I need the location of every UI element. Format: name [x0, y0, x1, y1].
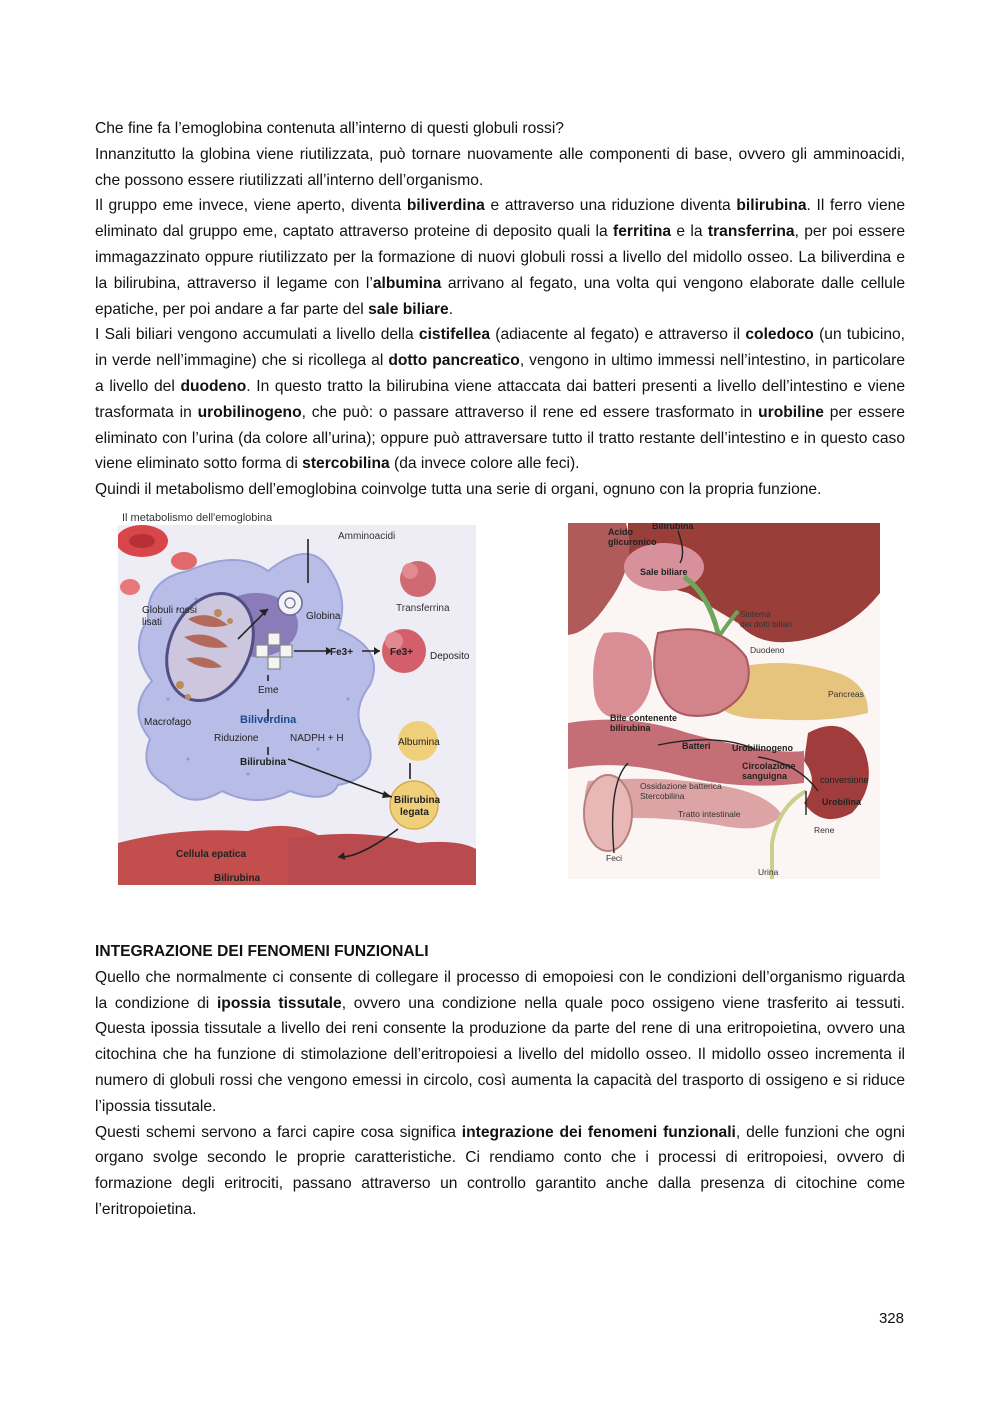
- label-ossidazione-1: Ossidazione batterica: [640, 780, 722, 791]
- label-deposito: Deposito: [430, 650, 470, 662]
- label-urobilina: Urobilina: [822, 796, 862, 807]
- label-riduzione: Riduzione: [214, 732, 259, 744]
- term-bilirubina: bilirubina: [736, 197, 807, 215]
- label-albumina: Albumina: [398, 736, 440, 748]
- label-tratto: Tratto intestinale: [678, 808, 741, 819]
- label-globuli-lisati-1: Globuli rossi: [142, 604, 198, 616]
- label-macrofago: Macrofago: [144, 716, 192, 728]
- label-urobilinogeno: Urobilinogeno: [732, 742, 793, 753]
- label-amminoacidi: Amminoacidi: [338, 530, 396, 542]
- term-urobilinogeno: urobilinogeno: [197, 403, 302, 421]
- term-stercobilina: stercobilina: [302, 455, 390, 473]
- term-integrazione: integrazione dei fenomeni funzionali: [461, 1123, 736, 1141]
- label-bilirubina-legata-2: legata: [400, 806, 429, 818]
- label-globuli-lisati-2: lisati: [142, 616, 163, 628]
- label-bile-2: bilirubina: [610, 722, 651, 733]
- label-bile-1: Bile contenente: [610, 712, 678, 723]
- eme-paragraph: Il gruppo eme invece, viene aperto, diventa biliverdina e attraverso una riduzione diventa bilirubina. Il ferro viene eliminato dal gruppo eme, captato attraverso proteine di deposito quali la ferritina e la transferrina, per poi essere immagazzinato oppure riutilizzato per la formazione di nuovi globuli rossi a livello del midollo osseo. La biliverdina e la bilirubina, attraverso il legame con l’albumina arrivano al fegato, una volta qui vengono elaborate dalle cellule epatiche, per poi andare a far parte del sale biliare.: [95, 197, 906, 318]
- label-fe3: Fe3+: [330, 646, 354, 658]
- label-sistema-2: dei dotti biliari: [740, 618, 792, 629]
- term-albumina: albumina: [372, 274, 442, 292]
- label-eme: Eme: [258, 684, 279, 696]
- label-batteri: Batteri: [682, 740, 711, 751]
- label-rene: Rene: [814, 824, 835, 835]
- conclusion-paragraph: Quindi il metabolismo dell’emoglobina coinvolge tutta una serie di organi, ognuno con la propria funzione.: [95, 481, 822, 499]
- document-page: [95, 116, 905, 1223]
- label-bilirubina-legata-1: Bilirubina: [394, 794, 441, 806]
- label-acido-1: Acido: [608, 526, 634, 537]
- label-biliverdina: Biliverdina: [240, 713, 297, 726]
- figures-row: [95, 505, 905, 895]
- figure-title: Il metabolismo dell'emoglobina: [122, 511, 273, 524]
- term-cistifellea: cistifellea: [418, 326, 490, 344]
- sali-paragraph: I Sali biliari vengono accumulati a livello della cistifellea (adiacente al fegato) e attraverso il coledoco (un tubicino, in verde nell’immagine) che si ricollega al dotto pancreatico, vengono in ultimo immessi nell’intestino, in particolare a livello del duodeno. In questo tratto la bilirubina viene attaccata dai batteri presenti a livello dell’intestino e viene trasformata in urobilinogeno, che può: o passare attraverso il rene ed essere trasformato in urobiline per essere eliminato con l’urina (da colore all’urina); oppure può attraversare tutto il tratto restante dell’intestino e in questo caso viene eliminato sotto forma di stercobilina (da invece colore alle feci).: [95, 326, 905, 473]
- label-circolazione-2: sanguigna: [742, 770, 788, 781]
- label-globina: Globina: [306, 610, 341, 622]
- label-sale-biliare: Sale biliare: [640, 566, 688, 577]
- question-paragraph: Che fine fa l’emoglobina contenuta all’interno di questi globuli rossi?: [95, 120, 564, 137]
- label-fe3-box: Fe3+: [390, 646, 414, 658]
- hemoglobin-metabolism-illustration: [118, 509, 476, 885]
- label-urina: Urina: [758, 866, 779, 877]
- label-ossidazione-2: Stercobilina: [640, 790, 685, 801]
- label-transferrina: Transferrina: [396, 602, 450, 614]
- term-sale-biliare: sale biliare: [368, 300, 449, 318]
- term-ipossia-tissutale: ipossia tissutale: [216, 994, 342, 1012]
- term-coledoco: coledoco: [745, 326, 814, 344]
- term-transferrina: transferrina: [707, 223, 795, 241]
- label-bilirubina-top: Bilirubina: [652, 522, 694, 531]
- label-pancreas: Pancreas: [828, 688, 864, 699]
- label-duodeno: Duodeno: [750, 644, 785, 655]
- label-sistema-1: Sistema: [740, 608, 771, 619]
- label-feci: Feci: [606, 852, 623, 863]
- bile-pathway-illustration: [568, 523, 880, 879]
- term-ferritina: ferritina: [613, 223, 672, 241]
- label-acido-2: glicuronico: [608, 536, 657, 547]
- label-circolazione-1: Circolazione: [742, 760, 796, 771]
- label-bilirubina-bottom: Bilirubina: [214, 872, 261, 884]
- label-bilirubina: Bilirubina: [240, 756, 287, 768]
- term-urobiline: urobiline: [758, 403, 824, 421]
- hemoglobin-metabolism-figure: [118, 509, 476, 885]
- integration-paragraph-1: Quello che normalmente ci consente di collegare il processo di emopoiesi con le condizioni dell’organismo riguarda la condizione di ipossia tissutale, ovvero una condizione nella quale poco ossigeno viene trasferito ai tessuti. Questa ipossia tissutale a livello dei reni consente la produzione da parte del rene di una eritropoietina, ovvero una citochina che ha funzione di stimolazione dell’eritropoiesi a livello del midollo osseo. Il midollo osseo incrementa il numero di globuli rossi che vengono emessi in circolo, così aumenta la capacità del trasporto di ossigeno e si riduce l’ipossia tissutale.: [95, 968, 905, 1115]
- term-biliverdina: biliverdina: [406, 197, 485, 215]
- label-cellula-epatica: Cellula epatica: [176, 848, 247, 860]
- term-dotto-pancreatico: dotto pancreatico: [388, 352, 520, 370]
- label-conversione: conversione: [820, 774, 869, 785]
- bile-pathway-figure: [568, 523, 880, 879]
- integration-paragraph-2: Questi schemi servono a farci capire cosa significa integrazione dei fenomeni funzionali, delle funzioni che ogni organo svolge secondo le proprie caratteristiche. Ci rendiamo conto che i processi di eritropoiesi, ovvero di formazione degli eritrociti, passano attraverso un controllo garantito anche dalla presenza di citochine come l’eritropoietina.: [95, 1123, 905, 1218]
- globina-paragraph: Innanzitutto la globina viene riutilizzata, può tornare nuovamente alle componenti di base, ovvero gli amminoacidi, che possono essere riutilizzati all’interno dell’organismo.: [95, 145, 905, 189]
- term-duodeno: duodeno: [180, 377, 247, 395]
- page-number: 328: [878, 1310, 904, 1327]
- section-heading: INTEGRAZIONE DEI FENOMENI FUNZIONALI: [95, 942, 429, 960]
- label-nadph: NADPH + H: [290, 732, 344, 744]
